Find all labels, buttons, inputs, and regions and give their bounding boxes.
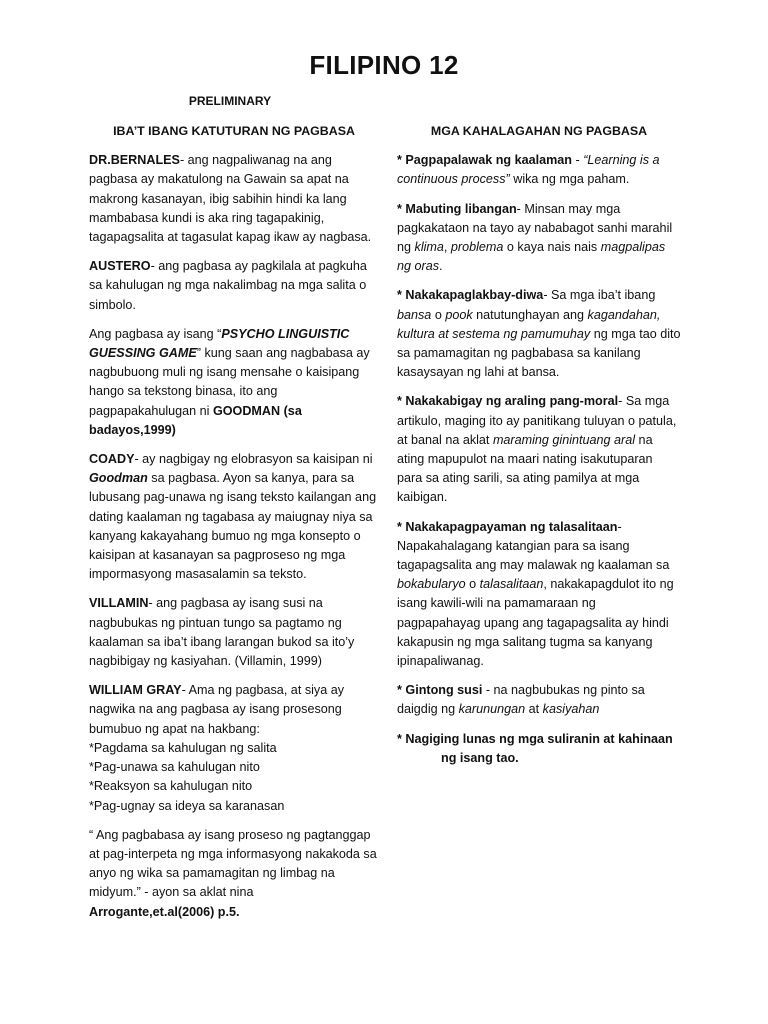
- item-text: at: [525, 702, 543, 717]
- gray-paragraph: [89, 681, 379, 815]
- quote-cite: Arrogante,et.al(2006) p.5.: [89, 904, 240, 919]
- gray-step: *Pagdama sa kahulugan ng salita: [89, 740, 277, 755]
- austero-text: - ang pagbasa ay pagkilala at pagkuha sa kahulugan ng mga nakalimbag na mga salita o simbolo.: [89, 259, 367, 312]
- item-text: .: [439, 259, 443, 274]
- page-title: FILIPINO 12: [309, 50, 459, 80]
- item-text: - Minsan may mga pagkakataon na tayo ay nababagot sanhi marahil ng: [397, 201, 673, 255]
- item-text: - na nagbubukas ng pinto sa daigdig ng: [397, 683, 645, 717]
- bernales-name: DR.BERNALES: [89, 153, 180, 168]
- importance-item: [397, 681, 681, 719]
- item-emphasis: karunungan: [458, 702, 526, 717]
- item-emphasis: bokabularyo: [397, 577, 466, 592]
- bernales-paragraph: [89, 151, 379, 247]
- coady-name: COADY: [89, 452, 135, 467]
- villamin-name: VILLAMIN: [89, 596, 149, 611]
- item-text: o: [465, 577, 480, 592]
- item-text: - Sa mga iba’t ibang: [543, 288, 656, 303]
- item-text: - Sa mga artikulo, maging ito ay panitikang tuluyan o patula, at banal na aklat: [397, 394, 677, 447]
- importance-item-title: * Nakakabigay ng araling pang-moral: [397, 394, 619, 409]
- item-emphasis: maraming ginintuang aral: [492, 432, 636, 447]
- item-text: na ating mapupulot na maari nating isakutuparan para sa ating sarili, sa ating pamilya at mga kaibigan.: [397, 432, 653, 505]
- importance-item: [397, 200, 681, 277]
- goodman-term: PSYCHO LINGUISTIC GUESSING GAME: [89, 326, 350, 361]
- left-column-heading: IBA’T IBANG KATUTURAN NG PAGBASA: [113, 124, 355, 138]
- item-emphasis: pook: [445, 307, 473, 322]
- bernales-text: - ang nagpaliwanag na ang pagbasa ay makatulong na Gawain sa apat na makrong kasanayan, ibig sabihin hindi ka lang mambabasa kundi is aka ring tagapakinig, tagapagsalita at tagasulat kapag ikaw ay nagbasa.: [89, 153, 372, 245]
- austero-paragraph: [89, 257, 379, 315]
- quote-text: “ Ang pagbabasa ay isang proseso ng pagtanggap at pag-interpeta ng mga informasyong nakakoda sa anyo ng wika sa pamamagitan ng limbag na midyum.” - ayon sa aklat nina: [89, 827, 377, 900]
- gray-step: *Pag-ugnay sa ideya sa karanasan: [89, 798, 285, 813]
- item-emphasis: talasalitaan: [479, 577, 544, 592]
- item-text: - Napakahalagang katangian para sa isang tagapagsalita ang may malawak ng kaalaman sa: [397, 519, 670, 573]
- coady-pre: - ay nagbigay ng elobrasyon sa kaisipan ni: [134, 452, 373, 467]
- villamin-paragraph: [89, 594, 379, 671]
- item-text: o kaya nais nais: [503, 240, 601, 255]
- importance-item: [397, 518, 681, 672]
- goodman-cite: GOODMAN (sa badayos,1999): [89, 403, 302, 437]
- gray-text: - Ama ng pagbasa, at siya ay nagwika na ang pagbasa ay isang prosesong bumubuo ng apat na hakbang:: [89, 683, 345, 736]
- importance-item-title: * Mabuting libangan: [397, 201, 517, 216]
- coady-text: sa pagbasa. Ayon sa kanya, para sa lubusang pag-unawa ng isang teksto kailangan ang dating kaalaman ng tagabasa ay maiugnay niya sa kanyang kakayahang bumuo ng mga konsepto o kaisipan at kasanayan sa pagproseso ng mga impormasyong masasalamin sa teksto.: [89, 471, 377, 582]
- item-emphasis: kasiyahan: [542, 702, 600, 717]
- item-text: ,: [443, 240, 451, 255]
- left-column: [89, 122, 379, 932]
- item-text: , nakakapagdulot ito ng isang kawili-wili na pamamaraan ng pagpapahayag upang ang tagapagsalita ay hindi kakapusin ng mga salitang tugma sa kanyang ipinapaliwanag.: [397, 577, 674, 669]
- goodman-pre: Ang pagbasa ay isang “: [89, 326, 222, 341]
- importance-item-title: * Gintong susi: [397, 683, 483, 698]
- item-text: ng mga tao dito sa pamamagitan ng pagbabasa sa kanilang kasaysayan ng lahi at bansa.: [397, 326, 681, 380]
- importance-item-title: * Nakakapaglakbay-diwa: [397, 288, 544, 303]
- gray-step: *Reaksyon sa kahulugan nito: [89, 779, 253, 794]
- quote-paragraph: [89, 826, 379, 922]
- importance-item: [397, 286, 681, 382]
- right-column-heading: MGA KAHALAGAHAN NG PAGBASA: [430, 124, 648, 138]
- goodman-mid: ” kung saan ang nagbabasa ay nagbubuong muli ng isang mensahe o kaisipang hango sa tekstong binasa, ito ang pagpapakahulugan ni: [89, 346, 370, 418]
- item-text: wika ng mga paham.: [509, 172, 630, 187]
- austero-name: AUSTERO: [89, 259, 151, 274]
- item-text: natutunghayan ang: [472, 307, 588, 322]
- importance-item: [397, 730, 681, 768]
- importance-item: [397, 392, 681, 507]
- item-separator: -: [572, 153, 584, 168]
- importance-item-title: * Nakakapagpayaman ng talasalitaan: [397, 519, 618, 534]
- importance-item: [397, 151, 681, 189]
- villamin-text: - ang pagbasa ay isang susi na nagbubukas ng pintuan tungo sa pagtamo ng kaalaman sa iba’t ibang larangan bukod sa ito’y nagbibigay ng kasiyahan. (Villamin, 1999): [89, 596, 355, 669]
- gray-name: WILLIAM GRAY: [89, 683, 182, 698]
- importance-item-title: * Nagiging lunas ng mga suliranin at kahinaan: [397, 731, 673, 746]
- coady-goodman: Goodman: [89, 471, 148, 486]
- goodman-paragraph: [89, 325, 379, 440]
- item-emphasis: klima: [414, 240, 444, 255]
- importance-item-title: * Pagpapalawak ng kaalaman: [397, 153, 572, 168]
- item-emphasis: magpalipas ng oras: [397, 240, 666, 274]
- coady-paragraph: [89, 450, 379, 584]
- item-text: o: [431, 307, 446, 322]
- learning-quote: “Learning is a continuous process”: [397, 153, 660, 187]
- gray-step: *Pag-unawa sa kahulugan nito: [89, 760, 260, 775]
- item-emphasis: problema: [450, 240, 504, 255]
- item-emphasis: kagandahan, kultura at sestema ng pamumuhay: [397, 307, 661, 341]
- importance-item-title-cont: ng isang tao.: [441, 750, 519, 765]
- item-emphasis: bansa: [397, 307, 432, 322]
- page-subtitle: PRELIMINARY: [188, 94, 272, 108]
- right-column: [397, 122, 681, 778]
